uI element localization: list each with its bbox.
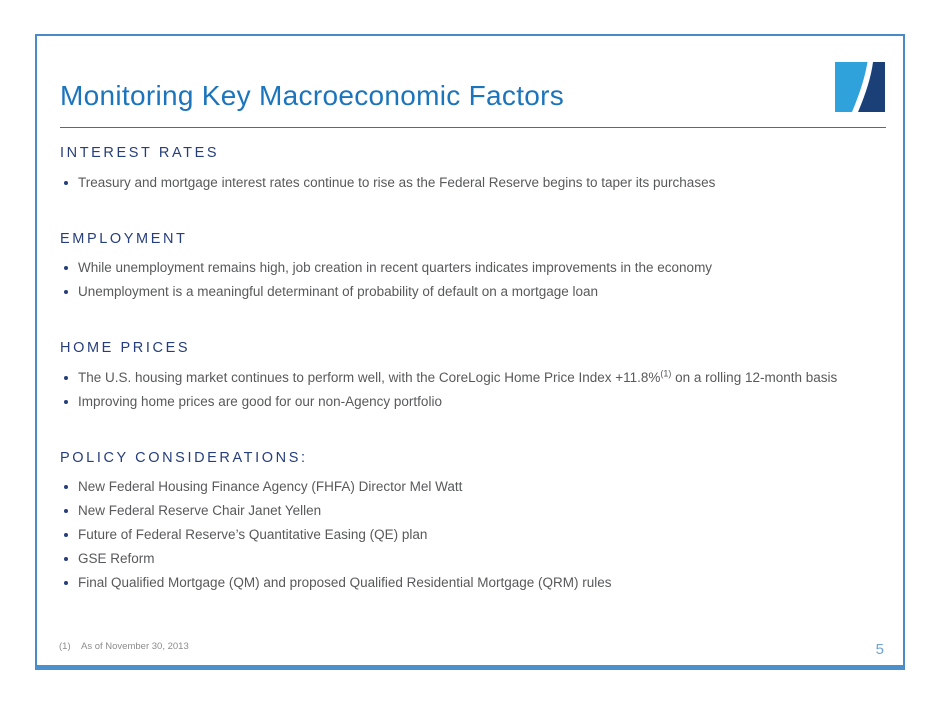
bullet-item [60, 370, 886, 385]
bullet-item [60, 394, 886, 409]
bullet-item [60, 260, 886, 275]
page-number: 5 [875, 641, 884, 658]
bullet-text: Final Qualified Mortgage (QM) and proposed Qualified Residential Mortgage (QRM) rules [78, 575, 612, 590]
slide-title: Monitoring Key Macroeconomic Factors [60, 80, 565, 111]
footnote-text: As of November 30, 2013 [81, 641, 189, 652]
bullet-text: While unemployment remains high, job creation in recent quarters indicates improvements in the economy [78, 260, 713, 275]
section-heading: EMPLOYMENT [60, 230, 188, 247]
bullet-list [60, 370, 886, 409]
company-logo [835, 62, 885, 112]
bullet-dot-icon [64, 376, 68, 380]
bullet-text: New Federal Housing Finance Agency (FHFA) Director Mel Watt [78, 479, 463, 494]
bullet-item [60, 551, 886, 566]
section-employment [60, 232, 886, 300]
bullet-dot-icon [64, 290, 68, 294]
bullet-item [60, 527, 886, 542]
bullet-item [60, 479, 886, 494]
bullet-dot-icon [64, 557, 68, 561]
footnote-ref: (1) [660, 368, 672, 378]
section-heading: HOME PRICES [60, 340, 191, 356]
bullet-dot-icon [64, 533, 68, 537]
bullet-dot-icon [64, 266, 68, 270]
bullet-text: New Federal Reserve Chair Janet Yellen [78, 503, 322, 518]
footnote [59, 641, 189, 652]
bullet-item [60, 284, 886, 299]
section-interest-rates [60, 146, 886, 190]
section-home-prices [60, 341, 886, 409]
bullet-item [60, 575, 886, 590]
bullet-dot-icon [64, 509, 68, 513]
bullet-dot-icon [64, 181, 68, 185]
bullet-text: Future of Federal Reserve’s Quantitative Easing (QE) plan [78, 527, 428, 542]
bullet-text-pre: The U.S. housing market continues to perform well, with the CoreLogic Home Price Index +11.8% [78, 369, 661, 385]
slide-frame [35, 34, 905, 670]
company-logo-swoosh-icon [835, 62, 885, 112]
bullet-dot-icon [64, 581, 68, 585]
bullet-text-post: on a rolling 12-month basis [671, 369, 838, 385]
bullet-text: Treasury and mortgage interest rates continue to rise as the Federal Reserve begins to taper its purchases [78, 174, 716, 190]
bullet-text: Unemployment is a meaningful determinant of probability of default on a mortgage loan [78, 284, 599, 299]
bullet-list [60, 175, 886, 190]
section-heading: POLICY CONSIDERATIONS: [60, 449, 308, 466]
footnote-marker: (1) [59, 641, 71, 652]
bullet-list [60, 260, 886, 299]
title-divider [60, 127, 886, 128]
bullet-text [78, 370, 837, 385]
bullet-dot-icon [64, 485, 68, 489]
bullet-text: Improving home prices are good for our non-Agency portfolio [78, 393, 442, 409]
slide-content [37, 36, 903, 665]
section-policy-considerations [60, 451, 886, 591]
bullet-dot-icon [64, 400, 68, 404]
bullet-item [60, 175, 886, 190]
bullet-text: GSE Reform [78, 551, 155, 566]
bullet-item [60, 503, 886, 518]
section-heading: INTEREST RATES [60, 145, 220, 161]
bullet-list [60, 479, 886, 590]
